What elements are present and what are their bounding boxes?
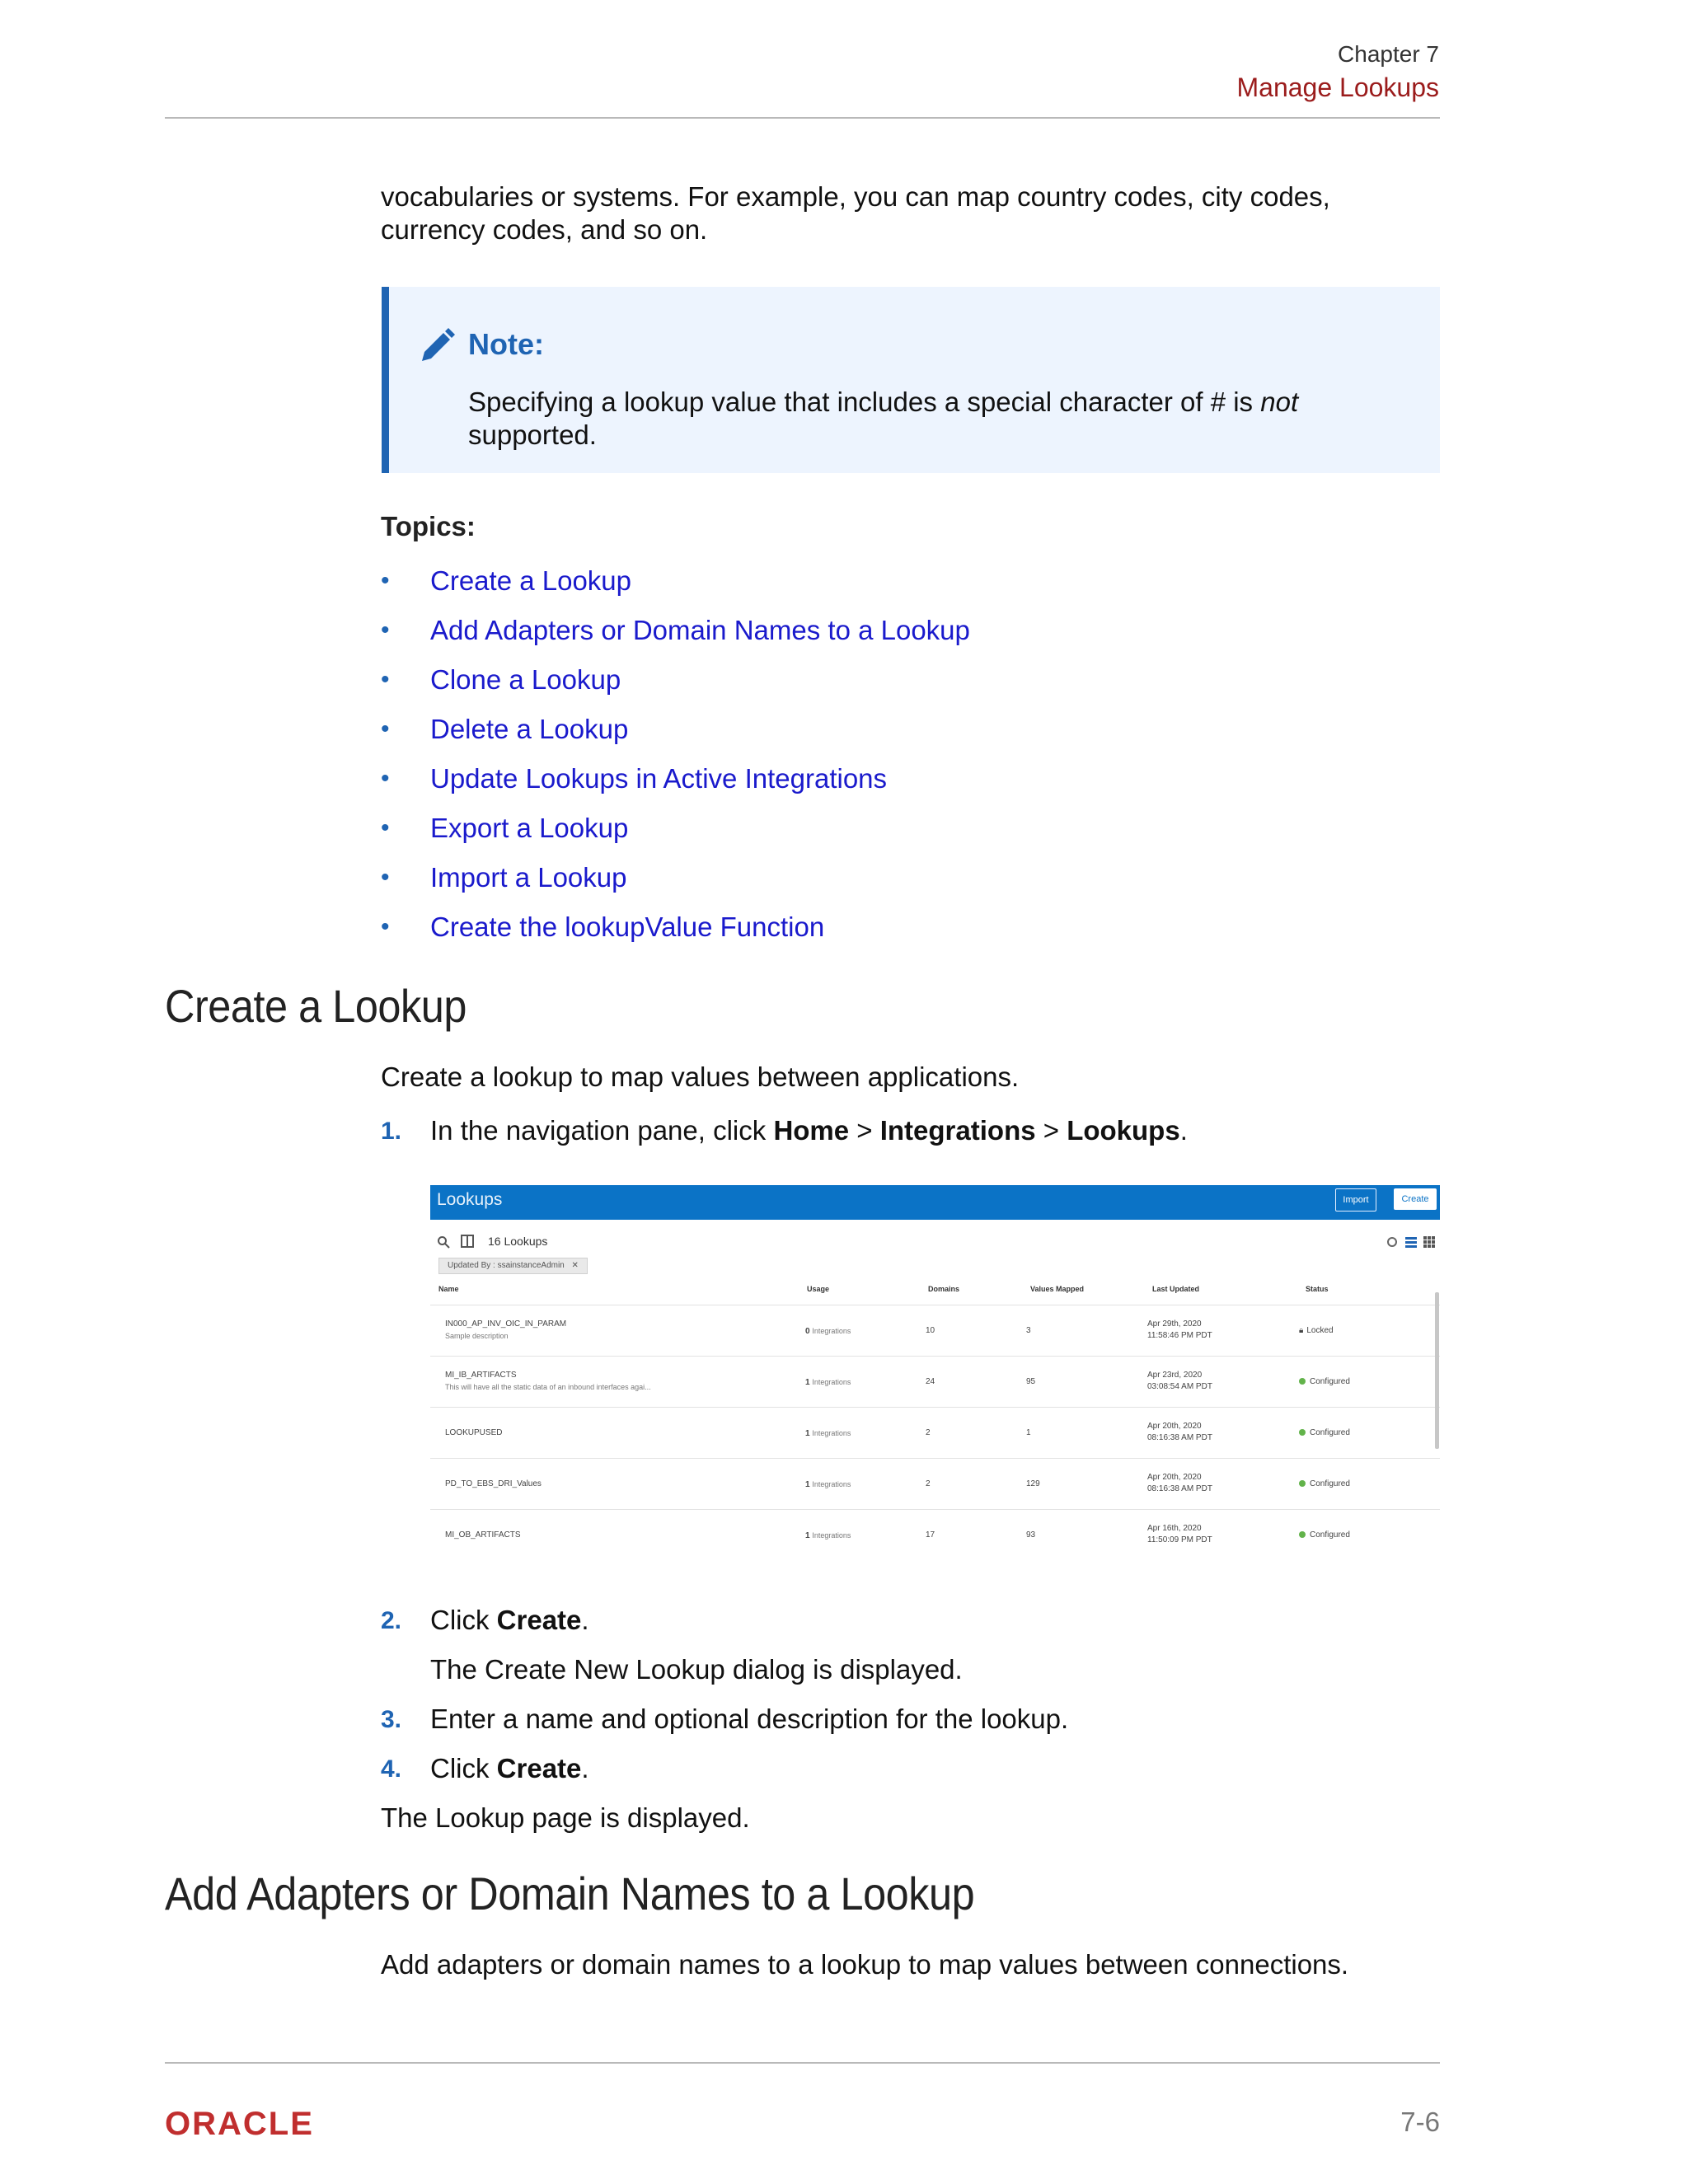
section1-intro: Create a lookup to map values between applications. xyxy=(381,1062,1020,1092)
topic-link-create-lookup[interactable]: Create a Lookup xyxy=(430,565,632,596)
scrollbar[interactable] xyxy=(1435,1292,1439,1449)
usage-label: Integrations xyxy=(812,1378,851,1386)
status-label: Configured xyxy=(1310,1479,1350,1488)
last-updated xyxy=(1147,1472,1212,1495)
lock-icon: 🔒︎ xyxy=(1299,1326,1304,1335)
step4-create: Create xyxy=(496,1753,582,1783)
lookup-name[interactable]: MI_IB_ARTIFACTS xyxy=(445,1371,517,1380)
topic-link-delete-lookup[interactable]: Delete a Lookup xyxy=(430,714,629,744)
values-mapped-count: 129 xyxy=(1026,1479,1040,1488)
section-heading-create-lookup: Create a Lookup xyxy=(165,980,467,1032)
row-divider xyxy=(430,1356,1440,1357)
intro-line-2: currency codes, and so on. xyxy=(381,214,708,245)
lookups-screenshot xyxy=(430,1185,1440,1548)
step1-lookups: Lookups xyxy=(1067,1115,1180,1146)
usage-count: 1 xyxy=(805,1429,810,1438)
topic-link-update-lookups[interactable]: Update Lookups in Active Integrations xyxy=(430,763,888,794)
note-body-text: Specifying a lookup value that includes a special character of # is xyxy=(468,387,1261,417)
status-badge xyxy=(1299,1530,1350,1541)
section2-intro: Add adapters or domain names to a lookup to map values between connections. xyxy=(381,1949,1349,1980)
column-header-usage[interactable]: Usage xyxy=(807,1285,830,1293)
last-updated-time: 11:58:46 PM PDT xyxy=(1147,1331,1212,1340)
step3-text: Enter a name and optional description for the lookup. xyxy=(430,1704,1069,1734)
last-updated-time: 08:16:38 AM PDT xyxy=(1147,1484,1212,1493)
intro-line-1: vocabularies or systems. For example, you can map country codes, city codes, xyxy=(381,181,1330,212)
last-updated xyxy=(1147,1319,1212,1342)
values-mapped-count: 95 xyxy=(1026,1377,1036,1386)
bullet: • xyxy=(381,715,390,743)
usage-count: 1 xyxy=(805,1378,810,1387)
step2-create: Create xyxy=(496,1605,582,1635)
topic-link-export-lookup[interactable]: Export a Lookup xyxy=(430,813,629,843)
domains-count: 17 xyxy=(926,1530,935,1540)
step2-text xyxy=(430,1604,589,1637)
lookups-title: Lookups xyxy=(437,1190,503,1209)
topic-link-add-adapters[interactable]: Add Adapters or Domain Names to a Lookup xyxy=(430,615,970,645)
chapter-label: Chapter 7 xyxy=(1338,41,1439,67)
pencil-icon xyxy=(417,326,457,366)
bullet: • xyxy=(381,864,390,891)
last-updated xyxy=(1147,1421,1212,1444)
table-row-name[interactable] xyxy=(445,1370,651,1393)
table-row-usage[interactable] xyxy=(805,1376,851,1389)
step1-sep: > xyxy=(849,1115,880,1146)
status-label: Locked xyxy=(1306,1326,1334,1335)
header-divider xyxy=(165,117,1440,119)
step1-pre: In the navigation pane, click xyxy=(430,1115,774,1146)
step4-end: . xyxy=(581,1753,589,1783)
note-body xyxy=(468,386,1391,452)
step-number: 2. xyxy=(381,1607,402,1634)
topic-link-import-lookup[interactable]: Import a Lookup xyxy=(430,862,627,893)
import-button[interactable]: Import xyxy=(1335,1188,1376,1212)
step-number: 4. xyxy=(381,1755,402,1783)
bullet: • xyxy=(381,666,390,693)
footer-divider xyxy=(165,2062,1440,2064)
lookup-count: 16 Lookups xyxy=(488,1235,548,1248)
status-badge xyxy=(1299,1325,1334,1337)
table-row-name[interactable] xyxy=(445,1427,502,1439)
domains-count: 2 xyxy=(926,1428,931,1437)
step1-integrations: Integrations xyxy=(879,1115,1036,1146)
status-label: Configured xyxy=(1310,1530,1350,1540)
filter-icon[interactable] xyxy=(461,1235,474,1248)
create-button[interactable]: Create xyxy=(1394,1188,1437,1210)
domains-count: 10 xyxy=(926,1326,935,1335)
filter-chip-label: Updated By : ssainstanceAdmin xyxy=(448,1261,565,1270)
last-updated-date: Apr 16th, 2020 xyxy=(1147,1524,1202,1533)
column-header-last-updated[interactable]: Last Updated xyxy=(1152,1285,1200,1293)
table-row-name[interactable] xyxy=(445,1530,521,1541)
values-mapped-count: 1 xyxy=(1026,1428,1031,1437)
step4-text xyxy=(430,1752,589,1785)
step2-pre: Click xyxy=(430,1605,497,1635)
values-mapped-count: 93 xyxy=(1026,1530,1036,1540)
usage-label: Integrations xyxy=(812,1531,851,1540)
last-updated xyxy=(1147,1523,1212,1546)
last-updated-time: 11:50:09 PM PDT xyxy=(1147,1535,1212,1544)
step2-end: . xyxy=(581,1605,589,1635)
intro-paragraph xyxy=(381,180,1330,246)
oracle-logo: ORACLE xyxy=(165,2106,314,2142)
topic-link-clone-lookup[interactable]: Clone a Lookup xyxy=(430,664,621,695)
step-number: 1. xyxy=(381,1118,402,1145)
lookup-name[interactable]: IN000_AP_INV_OIC_IN_PARAM xyxy=(445,1319,567,1329)
lookup-name[interactable]: MI_OB_ARTIFACTS xyxy=(445,1530,521,1540)
step4-pre: Click xyxy=(430,1753,497,1783)
status-badge xyxy=(1299,1479,1350,1490)
step2-result: The Create New Lookup dialog is displayed. xyxy=(430,1654,963,1685)
status-dot-icon xyxy=(1299,1531,1306,1538)
column-header-name[interactable]: Name xyxy=(438,1285,459,1293)
status-dot-icon xyxy=(1299,1429,1306,1436)
note-title: Note: xyxy=(468,327,544,361)
row-divider xyxy=(430,1407,1440,1408)
search-icon[interactable] xyxy=(437,1235,450,1249)
usage-count: 1 xyxy=(805,1531,810,1540)
step1-sep: > xyxy=(1035,1115,1067,1146)
section-label: Manage Lookups xyxy=(1236,73,1439,102)
lookup-name[interactable]: PD_TO_EBS_DRI_Values xyxy=(445,1479,542,1488)
step1-text xyxy=(430,1114,1188,1147)
lookup-description: Sample description xyxy=(445,1332,509,1340)
note-body-emphasis: not xyxy=(1260,387,1299,417)
status-badge xyxy=(1299,1427,1350,1439)
bullet: • xyxy=(381,765,390,792)
row-divider xyxy=(430,1458,1440,1459)
status-badge xyxy=(1299,1376,1350,1388)
step1-home: Home xyxy=(773,1115,850,1146)
status-label: Configured xyxy=(1310,1377,1350,1386)
last-updated-time: 08:16:38 AM PDT xyxy=(1147,1433,1212,1442)
last-updated-time: 03:08:54 AM PDT xyxy=(1147,1382,1212,1391)
usage-label: Integrations xyxy=(812,1327,851,1335)
status-dot-icon xyxy=(1299,1378,1306,1385)
table-row-name[interactable] xyxy=(445,1479,542,1490)
table-row-usage[interactable] xyxy=(805,1479,851,1491)
lookup-description: This will have all the static data of an inbound interfaces agai... xyxy=(445,1383,651,1391)
table-row-name[interactable] xyxy=(445,1319,566,1342)
topics-title: Topics: xyxy=(381,511,476,541)
usage-count: 0 xyxy=(805,1327,810,1336)
status-dot-icon xyxy=(1299,1480,1306,1487)
note-body-end: supported. xyxy=(468,419,597,450)
column-header-values-mapped[interactable]: Values Mapped xyxy=(1030,1285,1085,1293)
section1-result: The Lookup page is displayed. xyxy=(381,1802,750,1833)
column-header-domains[interactable]: Domains xyxy=(928,1285,960,1293)
column-header-status[interactable]: Status xyxy=(1306,1285,1329,1293)
lookup-name[interactable]: LOOKUPUSED xyxy=(445,1428,503,1437)
usage-count: 1 xyxy=(805,1480,810,1489)
table-row-usage[interactable] xyxy=(805,1427,851,1440)
filter-chip[interactable] xyxy=(438,1258,588,1274)
step1-end: . xyxy=(1179,1115,1188,1146)
lookups-header-bar xyxy=(430,1185,1440,1220)
close-icon[interactable]: ✕ xyxy=(571,1261,579,1270)
last-updated-date: Apr 20th, 2020 xyxy=(1147,1473,1202,1482)
domains-count: 2 xyxy=(926,1479,931,1488)
values-mapped-count: 3 xyxy=(1026,1326,1031,1335)
last-updated-date: Apr 29th, 2020 xyxy=(1147,1319,1202,1329)
list-view-icon[interactable] xyxy=(1404,1235,1418,1249)
table-row-usage[interactable] xyxy=(805,1530,851,1542)
bullet: • xyxy=(381,616,390,644)
last-updated xyxy=(1147,1370,1212,1393)
table-row-usage[interactable] xyxy=(805,1325,851,1338)
grid-view-icon[interactable] xyxy=(1423,1235,1436,1249)
refresh-icon[interactable] xyxy=(1386,1236,1398,1248)
domains-count: 24 xyxy=(926,1377,935,1386)
topic-link-lookupvalue-function[interactable]: Create the lookupValue Function xyxy=(430,912,825,942)
bullet: • xyxy=(381,913,390,940)
usage-label: Integrations xyxy=(812,1480,851,1488)
bullet: • xyxy=(381,567,390,594)
last-updated-date: Apr 23rd, 2020 xyxy=(1147,1371,1203,1380)
usage-label: Integrations xyxy=(812,1429,851,1437)
last-updated-date: Apr 20th, 2020 xyxy=(1147,1422,1202,1431)
bullet: • xyxy=(381,814,390,841)
status-label: Configured xyxy=(1310,1428,1350,1437)
section-heading-add-adapters: Add Adapters or Domain Names to a Lookup xyxy=(165,1868,975,1919)
row-divider xyxy=(430,1509,1440,1510)
step-number: 3. xyxy=(381,1706,402,1733)
page-number: 7-6 xyxy=(1400,2107,1440,2137)
